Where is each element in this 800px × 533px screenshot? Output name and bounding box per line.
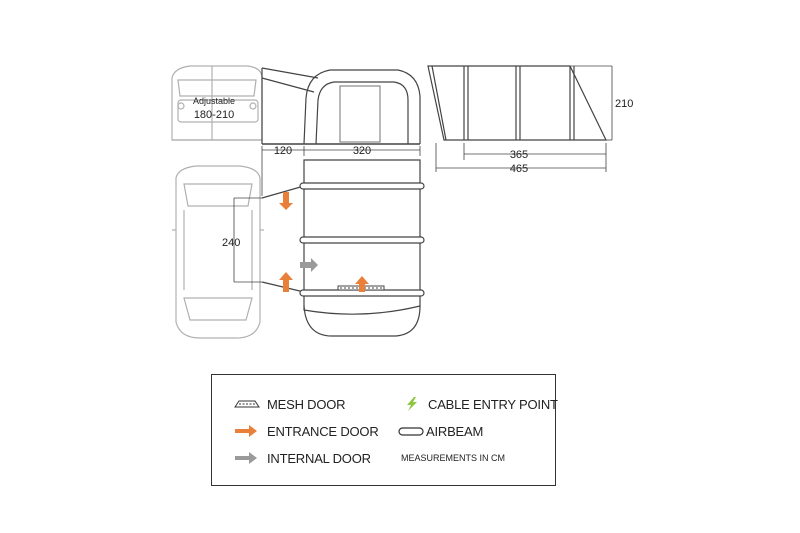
mesh-door-label: MESH DOOR — [267, 396, 346, 412]
legend-box — [211, 374, 556, 486]
adjustable-range: 180-210 — [193, 109, 235, 121]
legend-airbeam — [398, 421, 483, 441]
legend-mesh-door — [233, 394, 345, 414]
lightning-bolt-icon — [402, 397, 422, 411]
measurements-note: MEASUREMENTS IN CM — [401, 453, 506, 463]
dim-length-inner: 365 — [509, 149, 529, 161]
internal-arrow-icon — [233, 451, 261, 465]
awning-side-view — [262, 68, 420, 144]
internal-door-arrow — [300, 258, 318, 272]
awning-length-view — [428, 66, 612, 140]
dim-width: 320 — [352, 145, 372, 157]
airbeam-1 — [300, 183, 424, 189]
airbeam-icon — [398, 424, 424, 438]
van-top-view — [172, 166, 264, 338]
entrance-arrow-icon — [233, 424, 261, 438]
airbeam-2 — [300, 237, 424, 243]
cable-entry-label: CABLE ENTRY POINT — [428, 396, 558, 412]
dim-length-outer: 465 — [509, 163, 529, 175]
mesh-door-icon — [233, 397, 261, 411]
internal-door-label: INTERNAL DOOR — [267, 450, 371, 466]
dim-height: 210 — [615, 98, 634, 110]
legend-entrance-door — [233, 421, 379, 441]
dim-drive-away: 120 — [273, 145, 293, 157]
legend-internal-door — [233, 448, 371, 468]
entrance-arrow-top — [279, 192, 293, 210]
legend-measurements — [401, 448, 505, 468]
airbeam-label: AIRBEAM — [426, 423, 484, 439]
dim-depth: 240 — [222, 237, 241, 249]
legend-cable-entry — [402, 394, 558, 414]
entrance-door-label: ENTRANCE DOOR — [267, 423, 379, 439]
adjustable-label: Adjustable — [192, 96, 236, 106]
